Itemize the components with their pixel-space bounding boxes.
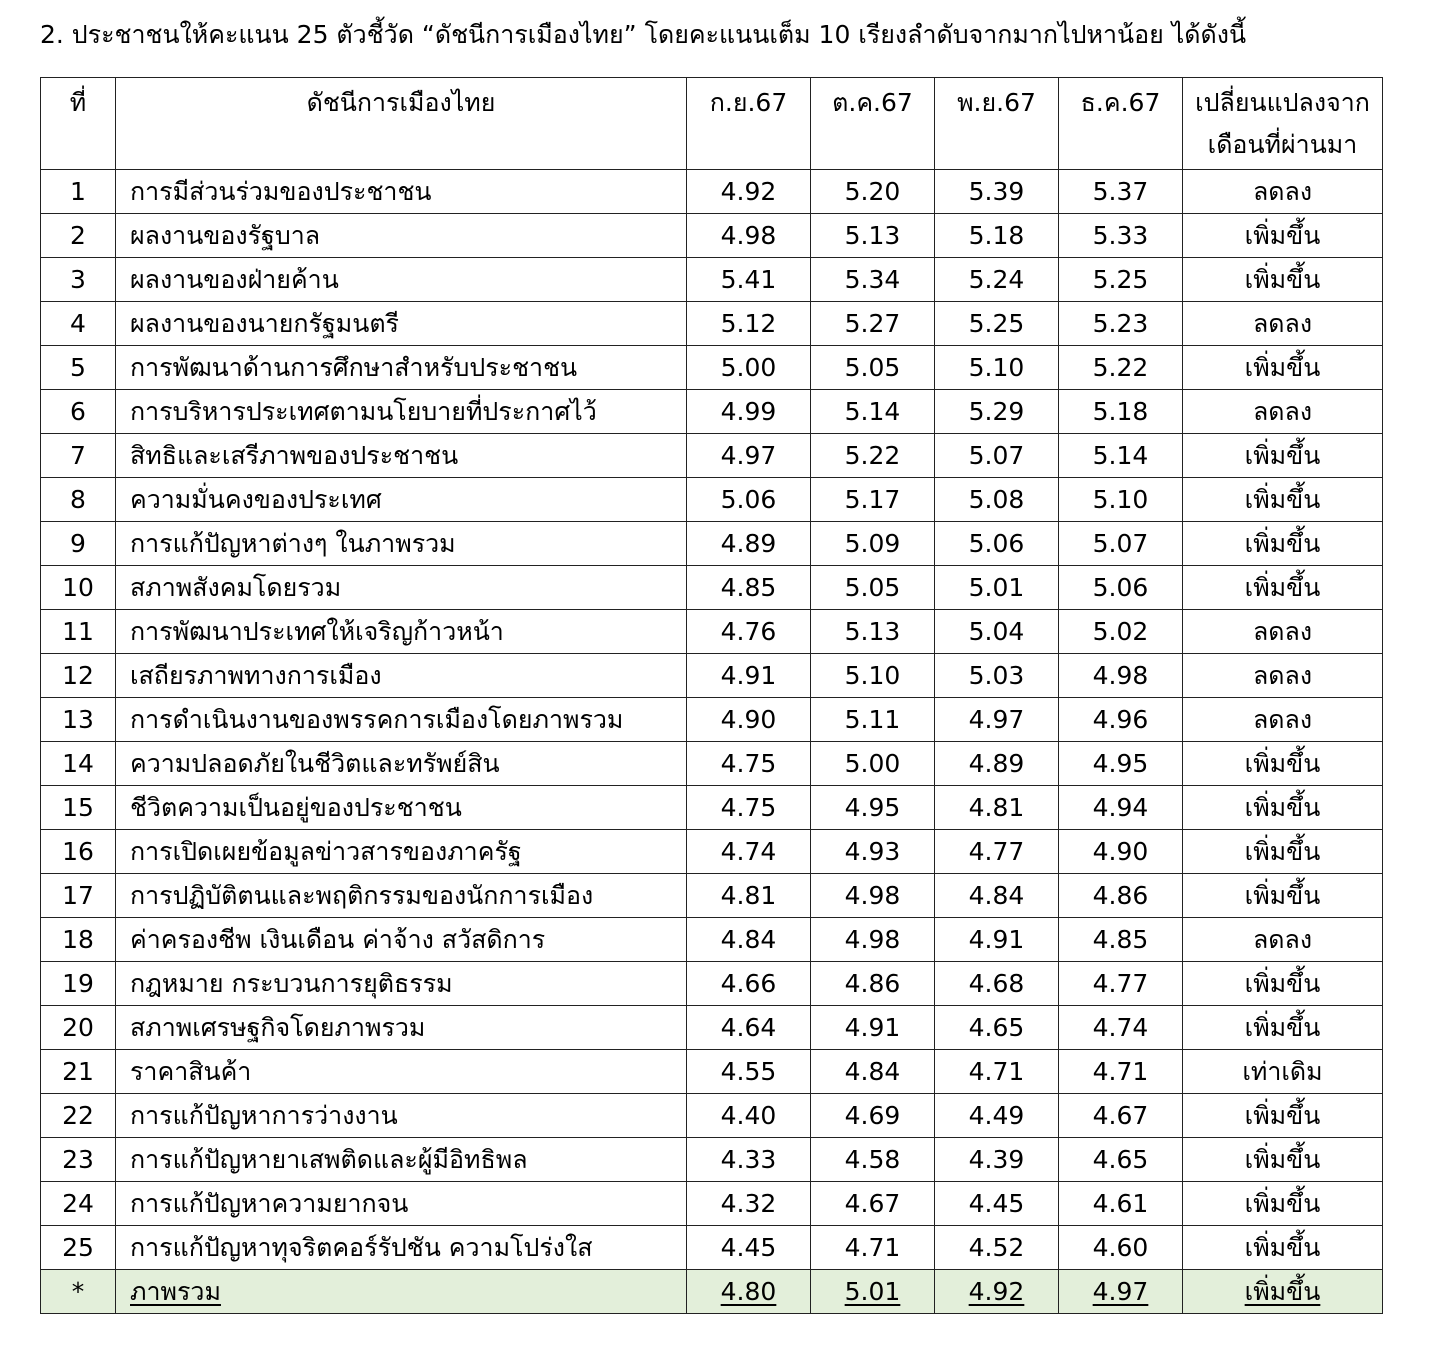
cell-sep-67: 4.98 (687, 214, 811, 258)
cell-oct-67: 5.10 (811, 654, 935, 698)
cell-no: 19 (41, 962, 116, 1006)
cell-no: 13 (41, 698, 116, 742)
cell-nov-67: 5.25 (935, 302, 1059, 346)
table-row (41, 918, 1383, 962)
total-cell-nov-67 (935, 1270, 1059, 1314)
cell-index-name: การบริหารประเทศตามนโยบายที่ประกาศไว้ (116, 390, 687, 434)
cell-index-name: กฎหมาย กระบวนการยุติธรรม (116, 962, 687, 1006)
cell-change: ลดลง (1183, 654, 1383, 698)
cell-sep-67: 4.74 (687, 830, 811, 874)
cell-no: 16 (41, 830, 116, 874)
cell-change: เพิ่มขึ้น (1183, 830, 1383, 874)
table-row (41, 742, 1383, 786)
cell-index-name: ผลงานของนายกรัฐมนตรี (116, 302, 687, 346)
total-cell-sep-67-text: 4.80 (720, 1277, 777, 1306)
cell-no: 21 (41, 1050, 116, 1094)
table-row (41, 1182, 1383, 1226)
cell-oct-67: 5.00 (811, 742, 935, 786)
cell-no: 15 (41, 786, 116, 830)
cell-oct-67: 5.05 (811, 346, 935, 390)
cell-dec-67: 5.06 (1059, 566, 1183, 610)
cell-sep-67: 4.99 (687, 390, 811, 434)
header-index-name: ดัชนีการเมืองไทย (116, 78, 687, 170)
political-index-table (40, 77, 1383, 1314)
cell-index-name: การแก้ปัญหาต่างๆ ในภาพรวม (116, 522, 687, 566)
cell-dec-67: 5.25 (1059, 258, 1183, 302)
cell-change: เพิ่มขึ้น (1183, 742, 1383, 786)
total-cell-nov-67-text: 4.92 (968, 1277, 1025, 1306)
cell-dec-67: 4.96 (1059, 698, 1183, 742)
table-body (41, 170, 1383, 1314)
cell-sep-67: 4.92 (687, 170, 811, 214)
cell-oct-67: 4.71 (811, 1226, 935, 1270)
cell-no: 10 (41, 566, 116, 610)
cell-index-name: สภาพเศรษฐกิจโดยภาพรวม (116, 1006, 687, 1050)
cell-oct-67: 5.34 (811, 258, 935, 302)
cell-oct-67: 4.91 (811, 1006, 935, 1050)
cell-sep-67: 4.66 (687, 962, 811, 1006)
cell-no: 2 (41, 214, 116, 258)
total-cell-dec-67 (1059, 1270, 1183, 1314)
cell-sep-67: 4.90 (687, 698, 811, 742)
cell-dec-67: 4.74 (1059, 1006, 1183, 1050)
cell-nov-67: 4.49 (935, 1094, 1059, 1138)
cell-dec-67: 4.77 (1059, 962, 1183, 1006)
cell-change: เพิ่มขึ้น (1183, 1094, 1383, 1138)
table-row (41, 390, 1383, 434)
cell-sep-67: 4.75 (687, 742, 811, 786)
cell-change: เพิ่มขึ้น (1183, 1182, 1383, 1226)
cell-sep-67: 5.41 (687, 258, 811, 302)
table-row (41, 1006, 1383, 1050)
cell-dec-67: 5.02 (1059, 610, 1183, 654)
cell-index-name: การปฏิบัติตนและพฤติกรรมของนักการเมือง (116, 874, 687, 918)
cell-nov-67: 4.77 (935, 830, 1059, 874)
cell-index-name: ราคาสินค้า (116, 1050, 687, 1094)
cell-change: เพิ่มขึ้น (1183, 962, 1383, 1006)
cell-oct-67: 4.67 (811, 1182, 935, 1226)
cell-nov-67: 5.18 (935, 214, 1059, 258)
cell-index-name: เสถียรภาพทางการเมือง (116, 654, 687, 698)
cell-dec-67: 5.33 (1059, 214, 1183, 258)
cell-nov-67: 4.84 (935, 874, 1059, 918)
cell-oct-67: 4.84 (811, 1050, 935, 1094)
cell-index-name: การพัฒนาประเทศให้เจริญก้าวหน้า (116, 610, 687, 654)
table-row (41, 1226, 1383, 1270)
cell-index-name: สิทธิและเสรีภาพของประชาชน (116, 434, 687, 478)
total-cell-dec-67-text: 4.97 (1092, 1277, 1149, 1306)
cell-dec-67: 5.14 (1059, 434, 1183, 478)
cell-oct-67: 5.13 (811, 610, 935, 654)
cell-oct-67: 5.22 (811, 434, 935, 478)
total-cell-index-name-text: ภาพรวม (130, 1277, 221, 1306)
cell-dec-67: 5.18 (1059, 390, 1183, 434)
table-row (41, 1050, 1383, 1094)
cell-index-name: การแก้ปัญหายาเสพติดและผู้มีอิทธิพล (116, 1138, 687, 1182)
cell-change: เพิ่มขึ้น (1183, 478, 1383, 522)
cell-sep-67: 5.06 (687, 478, 811, 522)
cell-sep-67: 4.45 (687, 1226, 811, 1270)
cell-no: 4 (41, 302, 116, 346)
cell-change: เพิ่มขึ้น (1183, 214, 1383, 258)
cell-index-name: การพัฒนาด้านการศึกษาสำหรับประชาชน (116, 346, 687, 390)
cell-nov-67: 4.97 (935, 698, 1059, 742)
cell-dec-67: 4.98 (1059, 654, 1183, 698)
header-sep-67: ก.ย.67 (687, 78, 811, 170)
cell-nov-67: 5.24 (935, 258, 1059, 302)
cell-nov-67: 4.45 (935, 1182, 1059, 1226)
total-cell-oct-67 (811, 1270, 935, 1314)
cell-sep-67: 4.84 (687, 918, 811, 962)
total-cell-no-text: * (71, 1277, 85, 1306)
cell-oct-67: 4.95 (811, 786, 935, 830)
cell-sep-67: 4.40 (687, 1094, 811, 1138)
cell-change: เพิ่มขึ้น (1183, 786, 1383, 830)
cell-no: 6 (41, 390, 116, 434)
cell-nov-67: 4.39 (935, 1138, 1059, 1182)
cell-oct-67: 5.17 (811, 478, 935, 522)
cell-no: 5 (41, 346, 116, 390)
table-row (41, 1138, 1383, 1182)
cell-sep-67: 4.97 (687, 434, 811, 478)
total-cell-change-text: เพิ่มขึ้น (1244, 1277, 1321, 1306)
cell-change: เพิ่มขึ้น (1183, 522, 1383, 566)
table-row (41, 214, 1383, 258)
cell-dec-67: 5.10 (1059, 478, 1183, 522)
cell-sep-67: 4.76 (687, 610, 811, 654)
table-row (41, 698, 1383, 742)
cell-change: ลดลง (1183, 170, 1383, 214)
cell-oct-67: 4.98 (811, 918, 935, 962)
cell-no: 22 (41, 1094, 116, 1138)
cell-oct-67: 5.11 (811, 698, 935, 742)
cell-index-name: ผลงานของฝ่ายค้าน (116, 258, 687, 302)
cell-dec-67: 5.23 (1059, 302, 1183, 346)
cell-change: เพิ่มขึ้น (1183, 258, 1383, 302)
cell-nov-67: 4.89 (935, 742, 1059, 786)
cell-change: ลดลง (1183, 610, 1383, 654)
cell-nov-67: 5.01 (935, 566, 1059, 610)
cell-nov-67: 5.06 (935, 522, 1059, 566)
table-row (41, 522, 1383, 566)
table-row (41, 302, 1383, 346)
cell-index-name: การมีส่วนร่วมของประชาชน (116, 170, 687, 214)
cell-index-name: การดำเนินงานของพรรคการเมืองโดยภาพรวม (116, 698, 687, 742)
cell-index-name: ความปลอดภัยในชีวิตและทรัพย์สิน (116, 742, 687, 786)
total-cell-no (41, 1270, 116, 1314)
cell-change: เพิ่มขึ้น (1183, 346, 1383, 390)
cell-no: 9 (41, 522, 116, 566)
cell-change: เท่าเดิม (1183, 1050, 1383, 1094)
cell-sep-67: 4.89 (687, 522, 811, 566)
cell-nov-67: 5.04 (935, 610, 1059, 654)
cell-sep-67: 4.32 (687, 1182, 811, 1226)
cell-dec-67: 5.22 (1059, 346, 1183, 390)
cell-nov-67: 4.71 (935, 1050, 1059, 1094)
cell-no: 14 (41, 742, 116, 786)
table-row (41, 258, 1383, 302)
cell-index-name: ผลงานของรัฐบาล (116, 214, 687, 258)
header-change: เปลี่ยนแปลงจากเดือนที่ผ่านมา (1183, 78, 1383, 170)
cell-sep-67: 4.85 (687, 566, 811, 610)
cell-change: เพิ่มขึ้น (1183, 1226, 1383, 1270)
cell-index-name: ค่าครองชีพ เงินเดือน ค่าจ้าง สวัสดิการ (116, 918, 687, 962)
cell-sep-67: 5.12 (687, 302, 811, 346)
cell-dec-67: 4.94 (1059, 786, 1183, 830)
table-row (41, 830, 1383, 874)
cell-nov-67: 4.91 (935, 918, 1059, 962)
cell-sep-67: 4.91 (687, 654, 811, 698)
cell-oct-67: 5.20 (811, 170, 935, 214)
cell-change: เพิ่มขึ้น (1183, 1138, 1383, 1182)
cell-no: 25 (41, 1226, 116, 1270)
header-row (41, 78, 1383, 170)
cell-nov-67: 4.65 (935, 1006, 1059, 1050)
cell-no: 11 (41, 610, 116, 654)
cell-no: 12 (41, 654, 116, 698)
cell-change: ลดลง (1183, 918, 1383, 962)
cell-index-name: การแก้ปัญหาทุจริตคอร์รัปชัน ความโปร่งใส (116, 1226, 687, 1270)
cell-no: 23 (41, 1138, 116, 1182)
cell-oct-67: 4.93 (811, 830, 935, 874)
cell-no: 20 (41, 1006, 116, 1050)
cell-nov-67: 4.52 (935, 1226, 1059, 1270)
table-row (41, 346, 1383, 390)
table-row (41, 654, 1383, 698)
cell-nov-67: 5.29 (935, 390, 1059, 434)
total-row (41, 1270, 1383, 1314)
header-oct-67: ต.ค.67 (811, 78, 935, 170)
header-dec-67: ธ.ค.67 (1059, 78, 1183, 170)
cell-dec-67: 4.65 (1059, 1138, 1183, 1182)
cell-change: เพิ่มขึ้น (1183, 566, 1383, 610)
cell-oct-67: 4.98 (811, 874, 935, 918)
cell-index-name: ชีวิตความเป็นอยู่ของประชาชน (116, 786, 687, 830)
table-row (41, 610, 1383, 654)
table-row (41, 1094, 1383, 1138)
table-row (41, 434, 1383, 478)
cell-no: 7 (41, 434, 116, 478)
table-row (41, 786, 1383, 830)
cell-oct-67: 4.86 (811, 962, 935, 1006)
cell-oct-67: 5.14 (811, 390, 935, 434)
cell-nov-67: 5.39 (935, 170, 1059, 214)
cell-dec-67: 4.90 (1059, 830, 1183, 874)
cell-oct-67: 4.69 (811, 1094, 935, 1138)
cell-index-name: การแก้ปัญหาการว่างงาน (116, 1094, 687, 1138)
cell-oct-67: 5.27 (811, 302, 935, 346)
cell-sep-67: 4.64 (687, 1006, 811, 1050)
cell-index-name: การแก้ปัญหาความยากจน (116, 1182, 687, 1226)
cell-no: 8 (41, 478, 116, 522)
cell-sep-67: 4.81 (687, 874, 811, 918)
table-row (41, 170, 1383, 214)
cell-change: เพิ่มขึ้น (1183, 434, 1383, 478)
table-row (41, 478, 1383, 522)
cell-dec-67: 5.37 (1059, 170, 1183, 214)
cell-dec-67: 4.86 (1059, 874, 1183, 918)
cell-sep-67: 4.33 (687, 1138, 811, 1182)
cell-oct-67: 4.58 (811, 1138, 935, 1182)
cell-nov-67: 5.10 (935, 346, 1059, 390)
header-nov-67: พ.ย.67 (935, 78, 1059, 170)
cell-index-name: ความมั่นคงของประเทศ (116, 478, 687, 522)
total-cell-sep-67 (687, 1270, 811, 1314)
cell-nov-67: 5.08 (935, 478, 1059, 522)
cell-no: 17 (41, 874, 116, 918)
cell-nov-67: 5.07 (935, 434, 1059, 478)
cell-sep-67: 5.00 (687, 346, 811, 390)
cell-nov-67: 4.68 (935, 962, 1059, 1006)
cell-nov-67: 5.03 (935, 654, 1059, 698)
cell-change: ลดลง (1183, 390, 1383, 434)
cell-oct-67: 5.13 (811, 214, 935, 258)
cell-oct-67: 5.09 (811, 522, 935, 566)
table-row (41, 874, 1383, 918)
cell-change: เพิ่มขึ้น (1183, 874, 1383, 918)
cell-dec-67: 4.71 (1059, 1050, 1183, 1094)
cell-dec-67: 4.60 (1059, 1226, 1183, 1270)
total-cell-change (1183, 1270, 1383, 1314)
cell-change: เพิ่มขึ้น (1183, 1006, 1383, 1050)
cell-no: 24 (41, 1182, 116, 1226)
cell-change: ลดลง (1183, 698, 1383, 742)
cell-no: 1 (41, 170, 116, 214)
page-heading: 2. ประชาชนให้คะแนน 25 ตัวชี้วัด “ดัชนีการเมืองไทย” โดยคะแนนเต็ม 10 เรียงลำดับจากมากไปหาน้อย ได้ดังนี้ (40, 20, 1247, 49)
cell-index-name: การเปิดเผยข้อมูลข่าวสารของภาครัฐ (116, 830, 687, 874)
cell-oct-67: 5.05 (811, 566, 935, 610)
total-cell-index-name (116, 1270, 687, 1314)
cell-dec-67: 4.85 (1059, 918, 1183, 962)
cell-sep-67: 4.75 (687, 786, 811, 830)
cell-no: 18 (41, 918, 116, 962)
cell-dec-67: 4.95 (1059, 742, 1183, 786)
cell-index-name: สภาพสังคมโดยรวม (116, 566, 687, 610)
cell-change: ลดลง (1183, 302, 1383, 346)
cell-sep-67: 4.55 (687, 1050, 811, 1094)
cell-no: 3 (41, 258, 116, 302)
cell-nov-67: 4.81 (935, 786, 1059, 830)
cell-dec-67: 4.61 (1059, 1182, 1183, 1226)
table-row (41, 566, 1383, 610)
cell-dec-67: 4.67 (1059, 1094, 1183, 1138)
header-no: ที่ (41, 78, 116, 170)
total-cell-oct-67-text: 5.01 (844, 1277, 901, 1306)
cell-dec-67: 5.07 (1059, 522, 1183, 566)
table-row (41, 962, 1383, 1006)
